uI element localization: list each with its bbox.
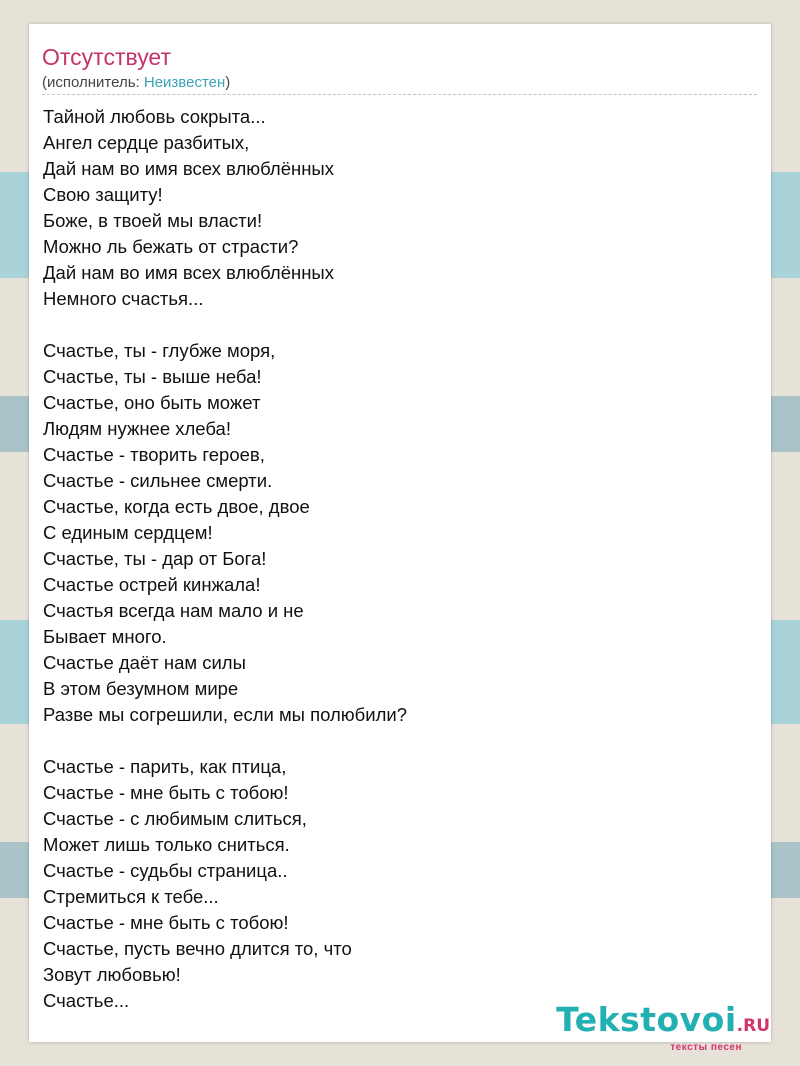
lyric-line: Счастье, пусть вечно длится то, что <box>43 938 352 959</box>
lyric-line: Тайной любовь сокрыта... <box>43 106 266 127</box>
lyric-line: Дай нам во имя всех влюблённых <box>43 262 334 283</box>
lyric-line: Счастье - судьбы страница.. <box>43 860 288 881</box>
lyric-line: Людям нужнее хлеба! <box>43 418 231 439</box>
lyric-line: Можно ль бежать от страсти? <box>43 236 299 257</box>
logo-tld: .RU <box>736 1016 770 1036</box>
site-logo[interactable] <box>556 1000 770 1053</box>
lyric-line: Счастье - парить, как птица, <box>43 756 287 777</box>
lyric-line: Зовут любовью! <box>43 964 181 985</box>
lyric-line: Счастье, ты - дар от Бога! <box>43 548 267 569</box>
lyric-line: Счастье, оно быть может <box>43 392 261 413</box>
lyric-line: Счастье, когда есть двое, двое <box>43 496 310 517</box>
lyric-line: Счастье - сильнее смерти. <box>43 470 273 491</box>
lyrics-card <box>29 24 771 1042</box>
lyric-line: Разве мы согрешили, если мы полюбили? <box>43 704 408 725</box>
lyric-line: Ангел сердце разбитых, <box>43 132 250 153</box>
lyric-line: Боже, в твоей мы власти! <box>43 210 263 231</box>
lyric-line: Стремиться к тебе... <box>43 886 219 907</box>
lyric-line: В этом безумном мире <box>43 678 239 699</box>
logo-wordmark <box>556 1000 770 1043</box>
lyric-line: Счастье даёт нам силы <box>43 652 246 673</box>
lyric-line: Счастье... <box>43 990 130 1011</box>
lyric-line: Может лишь только сниться. <box>43 834 290 855</box>
artist-prefix: (исполнитель: <box>42 74 144 91</box>
lyric-line: Немного счастья... <box>43 288 204 309</box>
lyric-line: Счастье - творить героев, <box>43 444 265 465</box>
lyric-line: Счастье, ты - выше неба! <box>43 366 262 387</box>
lyric-line: Дай нам во имя всех влюблённых <box>43 158 334 179</box>
lyric-line: С единым сердцем! <box>43 522 213 543</box>
stanza-break <box>43 728 757 754</box>
lyrics-text <box>43 104 757 1014</box>
song-title: Отсутствует <box>42 44 171 70</box>
artist-link[interactable]: Неизвестен <box>143 74 226 91</box>
lyric-line: Счастье - с любимым слиться, <box>43 808 307 829</box>
logo-tagline: тексты песен <box>670 1042 742 1053</box>
lyric-line: Счастья всегда нам мало и не <box>43 600 304 621</box>
stanza-break <box>43 312 757 338</box>
lyric-line: Счастье - мне быть с тобою! <box>43 782 289 803</box>
lyric-line: Свою защиту! <box>43 184 163 205</box>
lyric-line: Бывает много. <box>43 626 167 647</box>
lyric-line: Счастье острей кинжала! <box>43 574 261 595</box>
title-divider <box>42 94 757 95</box>
lyric-line: Счастье - мне быть с тобою! <box>43 912 289 933</box>
logo-name: Tekstovoi <box>556 1000 737 1039</box>
artist-suffix: ) <box>225 74 231 91</box>
artist-line <box>42 74 230 92</box>
lyric-line: Счастье, ты - глубже моря, <box>43 340 276 361</box>
